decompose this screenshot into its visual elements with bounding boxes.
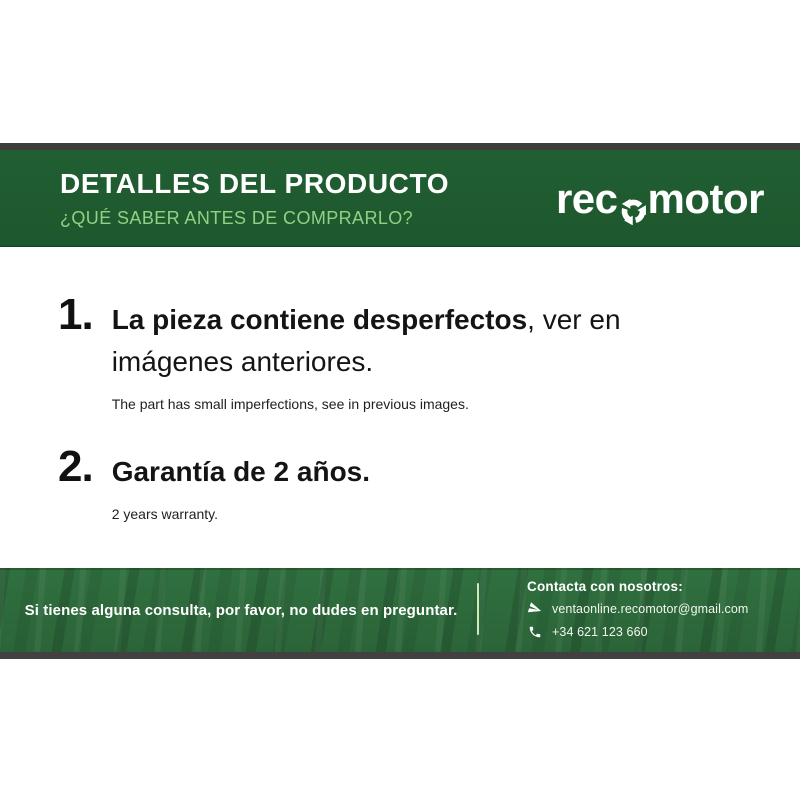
page-subtitle: ¿QUÉ SABER ANTES DE COMPRARLO? [60,208,414,228]
item-1-body [112,299,712,413]
header-text-block [60,170,449,227]
header-top-edge [0,143,800,150]
item-2-number: 2. [58,442,93,491]
phone-icon [527,624,542,639]
item-1-text [112,299,712,383]
item-1-text-regular: , ver en imágenes anteriores. [111,304,621,377]
footer-divider [477,583,479,635]
page-title: DETALLES DEL PRODUCTO [60,168,450,199]
send-icon [527,601,542,616]
logo-text-left: rec [555,174,618,222]
header-band [0,150,800,247]
list-item-1 [58,290,712,413]
recycle-icon [620,187,647,214]
item-1-translation: The part has small imperfections, see in previous images. [111,396,469,412]
footer-bottom-edge [0,652,800,659]
item-1-text-bold: La pieza contiene desperfectos [111,304,528,335]
item-2-text-bold: Garantía de 2 años. [111,456,371,487]
contact-email: ventaonline.recomotor@gmail.com [552,601,749,616]
footer-message: Si tienes alguna consulta, por favor, no dudes en preguntar. [24,601,458,619]
item-2-translation: 2 years warranty. [111,506,219,522]
item-2-body [112,451,712,523]
logo-text-right: motor [647,174,764,222]
contact-phone-row [527,623,748,640]
recomotor-logo [556,150,764,247]
item-1-number: 1. [58,290,93,339]
item-2-text [112,451,712,493]
contact-block [527,579,748,640]
footer-band [0,568,800,652]
list-item-2 [58,442,712,523]
contact-phone: +34 621 123 660 [552,624,648,639]
contact-email-row [527,600,748,617]
contact-heading: Contacta con nosotros: [527,579,683,594]
